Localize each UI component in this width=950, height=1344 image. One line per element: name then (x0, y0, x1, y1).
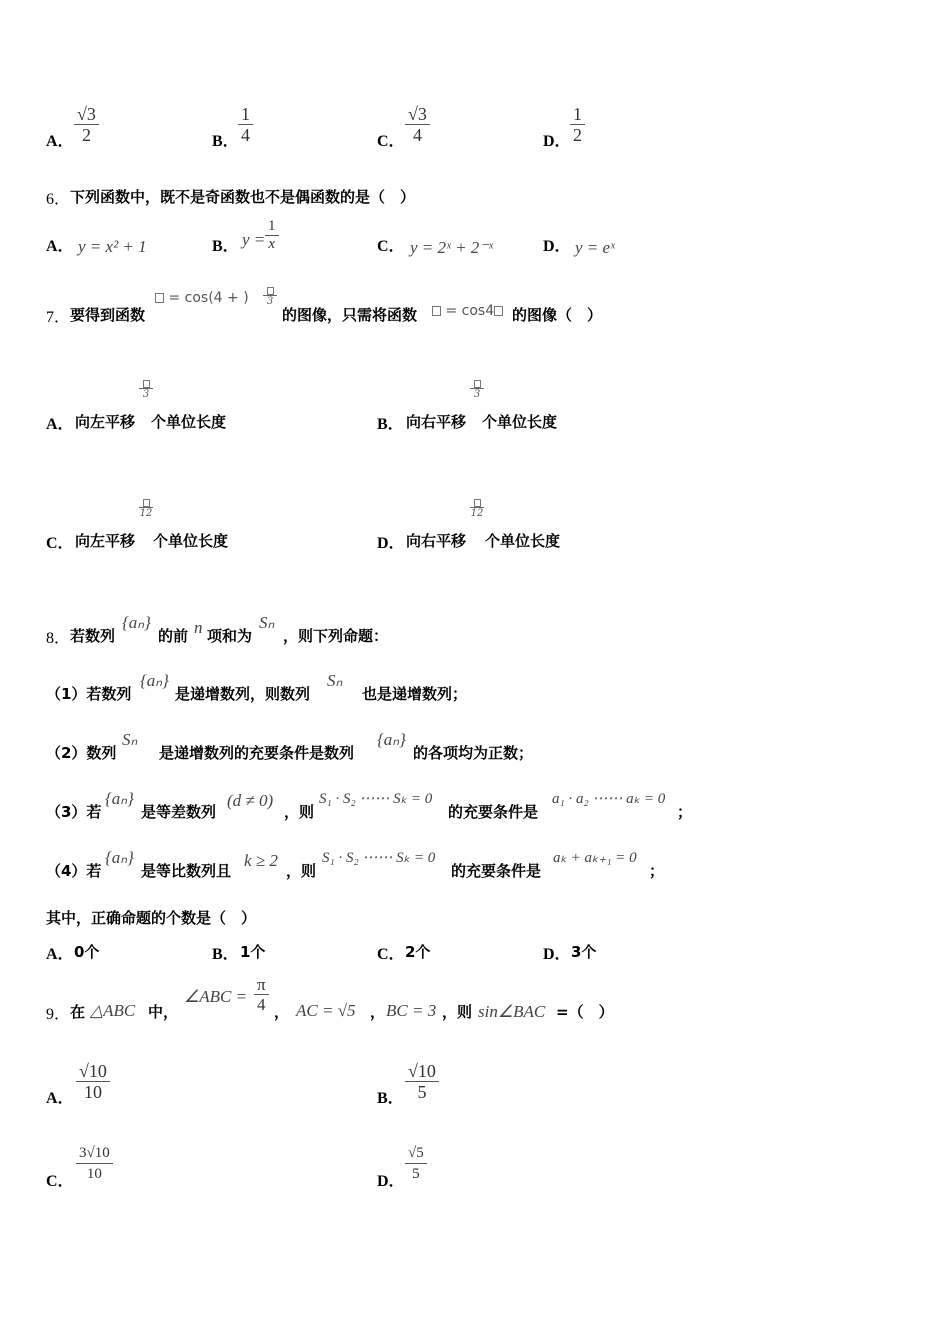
q9-angle-fraction (254, 975, 269, 1014)
q7-option-d-fraction (470, 499, 484, 519)
placeholder-glyph-icon (267, 287, 274, 295)
q8-option-b-label: B． (212, 946, 239, 963)
q8-p2-c: 的各项均为正数； (413, 744, 534, 762)
q8-p3-a: （3）若 (46, 803, 102, 821)
denominator: 3 (266, 296, 274, 307)
q8-p2-b: 是递增数列的充要条件是数列 (159, 744, 355, 762)
q8-p4-f: ； (649, 862, 665, 880)
q8-stem-b: 的前 (158, 627, 189, 645)
q7-option-b-label: B． (377, 416, 404, 433)
q8-option-a-text: 0个 (74, 943, 100, 961)
q8-option-d-label: D． (543, 946, 571, 963)
q7-number: 7． (46, 309, 71, 326)
q9-ac: AC = √5 (296, 1001, 356, 1020)
placeholder-glyph-icon (155, 293, 164, 303)
numerator: 3√10 (79, 1145, 110, 1161)
q5-option-b-fraction (238, 104, 253, 145)
q5-option-c-fraction (405, 104, 430, 145)
q9-stem-a: 在 (70, 1003, 86, 1021)
denominator: 2 (81, 125, 91, 145)
q7-option-b-text-b: 个单位长度 (482, 413, 558, 431)
q7-option-c-text-b: 个单位长度 (153, 532, 229, 550)
denominator: 3 (142, 389, 150, 400)
q9-sep1: ， (274, 1003, 290, 1021)
q9-option-a-label: A． (46, 1090, 74, 1107)
q7-option-a-label: A． (46, 416, 74, 433)
q5-option-d-fraction (570, 104, 585, 145)
q9-triangle: △ABC (90, 1001, 136, 1020)
q8-p3-prod: S₁ · S₂ ⋯⋯ Sₖ = 0 (319, 791, 433, 807)
q7-option-a-text-a: 向左平移 (75, 413, 136, 431)
q8-p1-c: 也是递增数列； (362, 685, 468, 703)
q8-p4-sum: aₖ + aₖ₊₁ = 0 (553, 850, 637, 866)
q7-option-a-text-b: 个单位长度 (151, 413, 227, 431)
q8-p1-sn: Sₙ (327, 671, 343, 690)
q9-bc: BC = 3 (386, 1001, 437, 1020)
q6-option-b-label: B． (212, 238, 239, 255)
q6-option-a-label: A． (46, 238, 74, 255)
q7-stem-a: 要得到函数 (70, 306, 146, 324)
q6-option-c-expr: y = 2ˣ + 2⁻ˣ (410, 238, 494, 257)
q5-option-a-fraction (74, 104, 99, 145)
q8-p3-b: 是等差数列 (141, 803, 217, 821)
q8-an: {aₙ} (122, 613, 151, 632)
q8-stem-a: 若数列 (70, 627, 116, 645)
q8-p3-d-cond: (d ≠ 0) (227, 791, 274, 810)
q9-option-c-fraction (76, 1143, 113, 1184)
placeholder-glyph-icon (143, 499, 150, 507)
q8-summary: 其中，正确命题的个数是（ ） (46, 909, 257, 927)
q9-stem-d: =（ ） (556, 1003, 614, 1021)
numerator: 1 (241, 104, 250, 124)
q7-option-c-text-a: 向左平移 (75, 532, 136, 550)
q8-option-b-text: 1个 (240, 943, 266, 961)
q8-p3-prod2: a₁ · a₂ ⋯⋯ aₖ = 0 (552, 791, 666, 807)
denominator: 12 (470, 508, 484, 519)
q8-stem-d: ，则下列命题： (283, 627, 389, 645)
q7-option-d-text-a: 向右平移 (406, 532, 467, 550)
q9-option-b-fraction (405, 1061, 439, 1102)
q8-number: 8． (46, 630, 71, 647)
numerator: 1 (268, 218, 276, 234)
q8-p3-e: 的充要条件是 (448, 803, 539, 821)
q8-p1-b: 是递增数列，则数列 (175, 685, 311, 703)
q6-option-b-fraction (265, 218, 279, 253)
denominator: 10 (83, 1082, 102, 1102)
q9-option-c-label: C． (46, 1173, 74, 1190)
q7-formula1-text: = cos(4 + ) (168, 290, 249, 306)
q8-option-d-text: 3个 (571, 943, 597, 961)
numerator: √3 (77, 104, 96, 124)
q8-p4-b: 是等比数列且 (141, 862, 232, 880)
q7-stem-c: 的图像（ ） (512, 306, 603, 324)
q6-stem: 下列函数中，既不是奇函数也不是偶函数的是（ ） (70, 188, 416, 206)
q7-option-d-label: D． (377, 535, 405, 552)
denominator: x (268, 236, 276, 252)
q8-p1-a: （1）若数列 (46, 685, 132, 703)
q8-p2-a: （2）数列 (46, 744, 117, 762)
q8-p3-c: ，则 (284, 803, 315, 821)
denominator: 5 (412, 1166, 420, 1182)
numerator: √3 (408, 104, 427, 124)
q6-option-d-expr: y = eˣ (575, 238, 615, 257)
q7-formula1 (155, 290, 249, 306)
q6-option-d-label: D． (543, 238, 571, 255)
placeholder-glyph-icon (474, 499, 481, 507)
denominator: 3 (473, 389, 481, 400)
q6-number: 6． (46, 191, 71, 208)
q7-formula2 (432, 303, 503, 319)
q8-p4-a: （4）若 (46, 862, 102, 880)
denominator: 4 (241, 125, 250, 145)
q7-stem-b: 的图像，只需将函数 (282, 306, 418, 324)
q9-option-d-label: D． (377, 1173, 405, 1190)
q9-sep2: ， (370, 1003, 386, 1021)
q7-formula1-fraction (263, 287, 277, 307)
q8-p4-k-cond: k ≥ 2 (244, 851, 278, 870)
q7-option-a-fraction (139, 380, 153, 400)
q9-angle-left: ∠ABC = (184, 987, 248, 1006)
placeholder-glyph-icon (432, 306, 441, 316)
placeholder-glyph-icon (143, 380, 150, 388)
q5-option-b-label: B． (212, 133, 239, 150)
q7-formula2-text: = cos4 (445, 303, 495, 319)
q7-option-b-text-a: 向右平移 (406, 413, 467, 431)
q9-option-b-label: B． (377, 1090, 404, 1107)
q8-option-c-label: C． (377, 946, 405, 963)
q5-option-d-label: D． (543, 133, 571, 150)
q8-p4-c: ，则 (286, 862, 317, 880)
q7-option-c-fraction (139, 499, 153, 519)
q9-stem-c: ，则 (442, 1003, 473, 1021)
q8-option-a-label: A． (46, 946, 74, 963)
q9-option-a-fraction (76, 1061, 110, 1102)
q6-option-a-expr: y = x² + 1 (78, 237, 147, 256)
q8-p4-prod: S₁ · S₂ ⋯⋯ Sₖ = 0 (322, 850, 436, 866)
q5-option-a-label: A． (46, 133, 74, 150)
q8-p2-sn: Sₙ (122, 730, 138, 749)
q8-p4-an: {aₙ} (105, 848, 134, 867)
q9-stem-b: 中， (148, 1003, 179, 1021)
q7-option-c-label: C． (46, 535, 74, 552)
q8-p3-an: {aₙ} (105, 789, 134, 808)
q8-p4-e: 的充要条件是 (451, 862, 542, 880)
denominator: 2 (573, 125, 582, 145)
denominator: 5 (417, 1082, 427, 1102)
q8-n: n (194, 618, 203, 637)
q8-p1-an: {aₙ} (140, 671, 169, 690)
q6-option-c-label: C． (377, 238, 405, 255)
numerator: √10 (408, 1061, 436, 1081)
placeholder-glyph-icon (494, 306, 503, 316)
numerator: √5 (408, 1145, 424, 1161)
q8-option-c-text: 2个 (405, 943, 431, 961)
denominator: 4 (257, 995, 266, 1014)
q8-p3-f: ； (677, 803, 693, 821)
q7-option-b-fraction (470, 380, 484, 400)
q6-option-b-left: y = (242, 230, 266, 249)
denominator: 10 (86, 1166, 102, 1182)
q8-p2-an: {aₙ} (377, 730, 406, 749)
denominator: 4 (412, 125, 422, 145)
q9-target: sin∠BAC (478, 1002, 546, 1021)
numerator: √10 (79, 1061, 107, 1081)
numerator: π (257, 975, 266, 994)
numerator: 1 (573, 104, 582, 124)
denominator: 12 (139, 508, 153, 519)
q7-option-d-text-b: 个单位长度 (485, 532, 561, 550)
q9-number: 9． (46, 1006, 71, 1023)
q9-option-d-fraction (405, 1143, 427, 1184)
q8-sn: Sₙ (259, 613, 275, 632)
placeholder-glyph-icon (474, 380, 481, 388)
q5-option-c-label: C． (377, 133, 405, 150)
q8-stem-c: 项和为 (207, 627, 253, 645)
